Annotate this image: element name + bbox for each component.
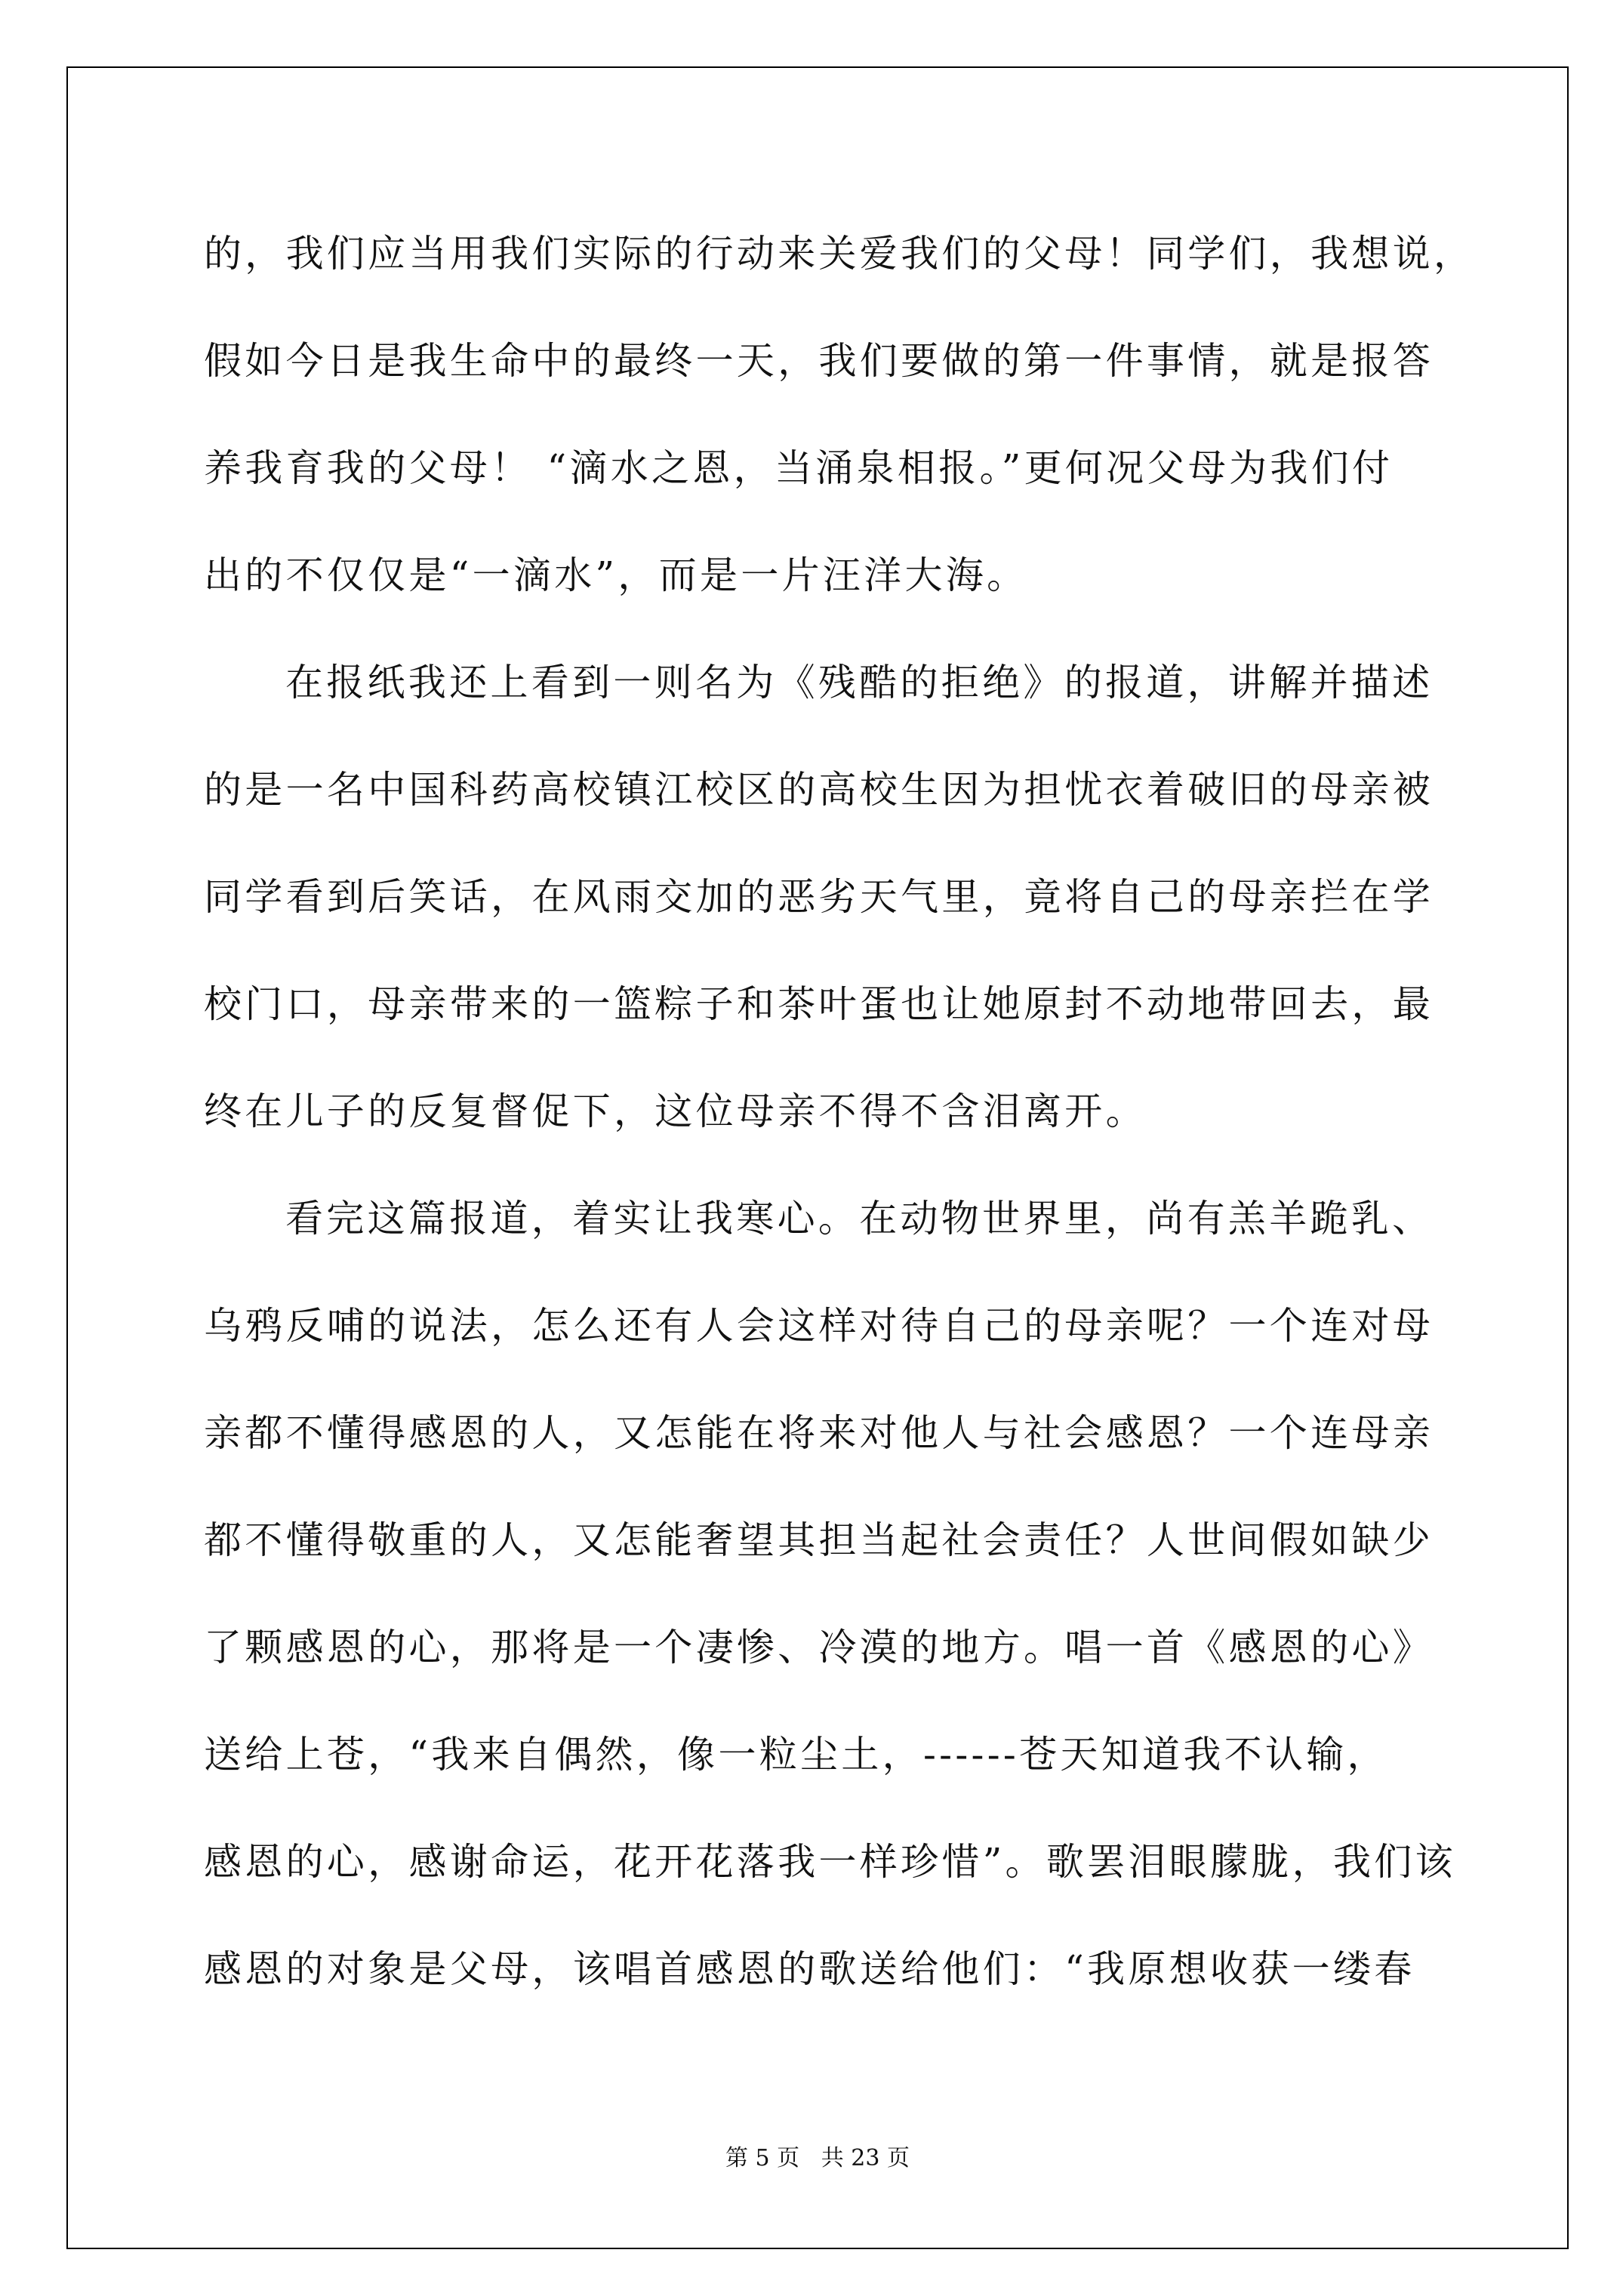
text-line: 了颗感恩的心，那将是一个凄惨、冷漠的地方。唱一首《感恩的心》	[204, 1626, 1434, 1669]
document-body	[204, 200, 1517, 2023]
text-line: 感恩的心，感谢命运，花开花落我一样珍惜”。歌罢泪眼朦胧，我们该	[204, 1840, 1456, 1884]
page-number-footer: 第 5 页 共 23 页	[725, 2145, 910, 2171]
paragraph-first-line: 看完这篇报道，着实让我寒心。在动物世界里，尚有羔羊跪乳、	[285, 1197, 1434, 1240]
text-line: 的，我们应当用我们实际的行动来关爱我们的父母！同学们，我想说，	[204, 232, 1475, 276]
text-line: 假如今日是我生命中的最终一天，我们要做的第一件事情，就是报答	[204, 339, 1434, 383]
text-line: 校门口，母亲带来的一篮粽子和茶叶蛋也让她原封不动地带回去，最	[204, 982, 1434, 1026]
text-line: 出的不仅仅是“一滴水”，而是一片汪洋大海。	[204, 553, 1028, 597]
text-line: 送给上苍，“我来自偶然，像一粒尘土，------苍天知道我不认输，	[204, 1733, 1388, 1777]
text-line: 同学看到后笑话，在风雨交加的恶劣天气里，竟将自己的母亲拦在学	[204, 875, 1434, 919]
text-line: 都不懂得敬重的人，又怎能奢望其担当起社会责任？人世间假如缺少	[204, 1518, 1434, 1562]
text-line: 终在儿子的反复督促下，这位母亲不得不含泪离开。	[204, 1089, 1147, 1133]
text-line: 养我育我的父母！ “滴水之恩，当涌泉相报。”更何况父母为我们付	[204, 446, 1394, 490]
text-line: 乌鸦反哺的说法，怎么还有人会这样对待自己的母亲呢？一个连对母	[204, 1304, 1434, 1348]
paragraph-first-line: 在报纸我还上看到一则名为《残酷的拒绝》的报道，讲解并描述	[285, 661, 1434, 704]
text-line: 亲都不懂得感恩的人，又怎能在将来对他人与社会感恩？一个连母亲	[204, 1411, 1434, 1455]
text-line: 感恩的对象是父母，该唱首感恩的歌送给他们：“我原想收获一缕春	[204, 1947, 1415, 1991]
text-line: 的是一名中国科药高校镇江校区的高校生因为担忧衣着破旧的母亲被	[204, 768, 1434, 812]
